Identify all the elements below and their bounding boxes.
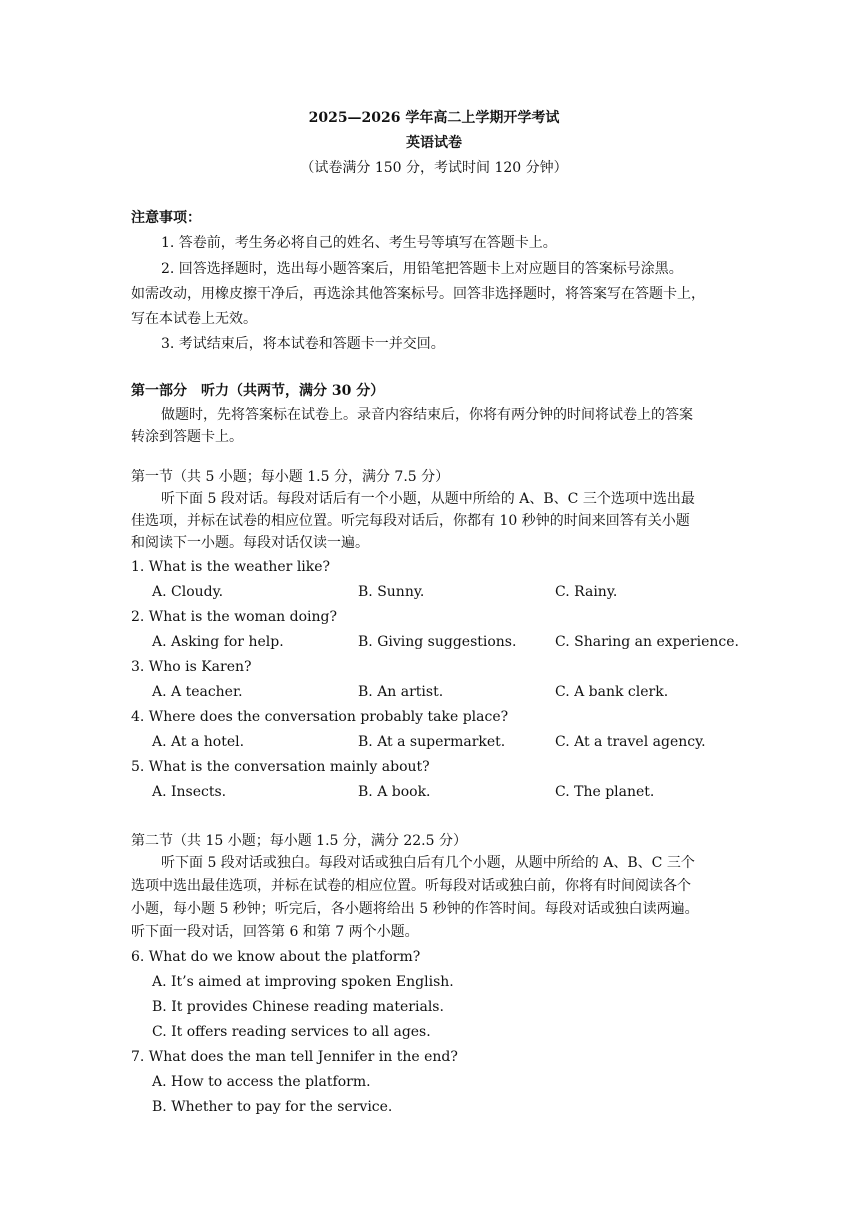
q7-option-a: A. How to access the platform. <box>152 1074 371 1090</box>
notice-item-1: 1. 答卷前，考生务必将自己的姓名、考生号等填写在答题卡上。 <box>161 235 557 251</box>
q1-option-a: A. Cloudy. <box>152 584 224 600</box>
notice-heading: 注意事项： <box>131 210 201 226</box>
q2-option-c: C. Sharing an experience. <box>555 634 739 650</box>
exam-title: 2025—2026 学年高二上学期开学考试 <box>308 110 560 126</box>
notice-item-3: 3. 考试结束后，将本试卷和答题卡一并交回。 <box>161 336 445 352</box>
section1-intro-line-2: 佳选项，并标在试卷的相应位置。听完每段对话后，你都有 10 秒钟的时间来回答有关小题 <box>131 513 690 529</box>
question-1: 1. What is the weather like? <box>131 559 331 575</box>
q3-option-b: B. An artist. <box>358 684 444 700</box>
section2-heading: 第二节（共 15 小题；每小题 1.5 分，满分 22.5 分） <box>131 833 467 849</box>
part1-heading: 第一部分 听力（共两节，满分 30 分） <box>131 383 385 399</box>
notice-item-2-line-3: 写在本试卷上无效。 <box>131 311 257 327</box>
section2-intro-line-4: 听下面一段对话，回答第 6 和第 7 两个小题。 <box>131 924 419 940</box>
q6-option-a: A. It’s aimed at improving spoken English. <box>152 974 454 990</box>
q5-option-a: A. Insects. <box>152 784 227 800</box>
section2-intro-line-3: 小题，每小题 5 秒钟；听完后，各小题将给出 5 秒钟的作答时间。每段对话或独白读两遍。 <box>131 901 699 917</box>
q5-option-b: B. A book. <box>358 784 431 800</box>
q3-option-c: C. A bank clerk. <box>555 684 669 700</box>
section2-intro-line-1: 听下面 5 段对话或独白。每段对话或独白后有几个小题，从题中所给的 A、B、C 三个 <box>161 855 695 871</box>
q4-option-b: B. At a supermarket. <box>358 734 506 750</box>
q7-option-b: B. Whether to pay for the service. <box>152 1099 393 1115</box>
q6-option-c: C. It offers reading services to all ages. <box>152 1024 431 1040</box>
exam-note: （试卷满分 150 分，考试时间 120 分钟） <box>300 160 568 176</box>
q2-option-b: B. Giving suggestions. <box>358 634 517 650</box>
q6-option-b: B. It provides Chinese reading materials. <box>152 999 444 1015</box>
q4-option-a: A. At a hotel. <box>152 734 245 750</box>
question-7: 7. What does the man tell Jennifer in the end? <box>131 1049 458 1065</box>
question-5: 5. What is the conversation mainly about? <box>131 759 430 775</box>
q5-option-c: C. The planet. <box>555 784 655 800</box>
q1-option-c: C. Rainy. <box>555 584 618 600</box>
section1-intro-line-3: 和阅读下一小题。每段对话仅读一遍。 <box>131 535 369 551</box>
question-3: 3. Who is Karen? <box>131 659 252 675</box>
section2-intro-line-2: 选项中选出最佳选项，并标在试卷的相应位置。听每段对话或独白前，你将有时间阅读各个 <box>131 878 691 894</box>
part1-intro-line-1: 做题时，先将答案标在试卷上。录音内容结束后，你将有两分钟的时间将试卷上的答案 <box>161 407 693 423</box>
exam-subject: 英语试卷 <box>406 135 462 151</box>
q4-option-c: C. At a travel agency. <box>555 734 706 750</box>
question-2: 2. What is the woman doing? <box>131 609 337 625</box>
part1-intro-line-2: 转涂到答题卡上。 <box>131 429 243 445</box>
q2-option-a: A. Asking for help. <box>152 634 284 650</box>
notice-item-2-line-2: 如需改动，用橡皮擦干净后，再选涂其他答案标号。回答非选择题时，将答案写在答题卡上， <box>131 286 705 302</box>
q1-option-b: B. Sunny. <box>358 584 425 600</box>
q3-option-a: A. A teacher. <box>152 684 243 700</box>
notice-item-2-line-1: 2. 回答选择题时，选出每小题答案后，用铅笔把答题卡上对应题目的答案标号涂黑。 <box>161 261 683 277</box>
question-4: 4. Where does the conversation probably take place? <box>131 709 509 725</box>
section1-heading: 第一节（共 5 小题；每小题 1.5 分，满分 7.5 分） <box>131 469 450 485</box>
question-6: 6. What do we know about the platform? <box>131 949 421 965</box>
section1-intro-line-1: 听下面 5 段对话。每段对话后有一个小题，从题中所给的 A、B、C 三个选项中选出最 <box>161 491 695 507</box>
